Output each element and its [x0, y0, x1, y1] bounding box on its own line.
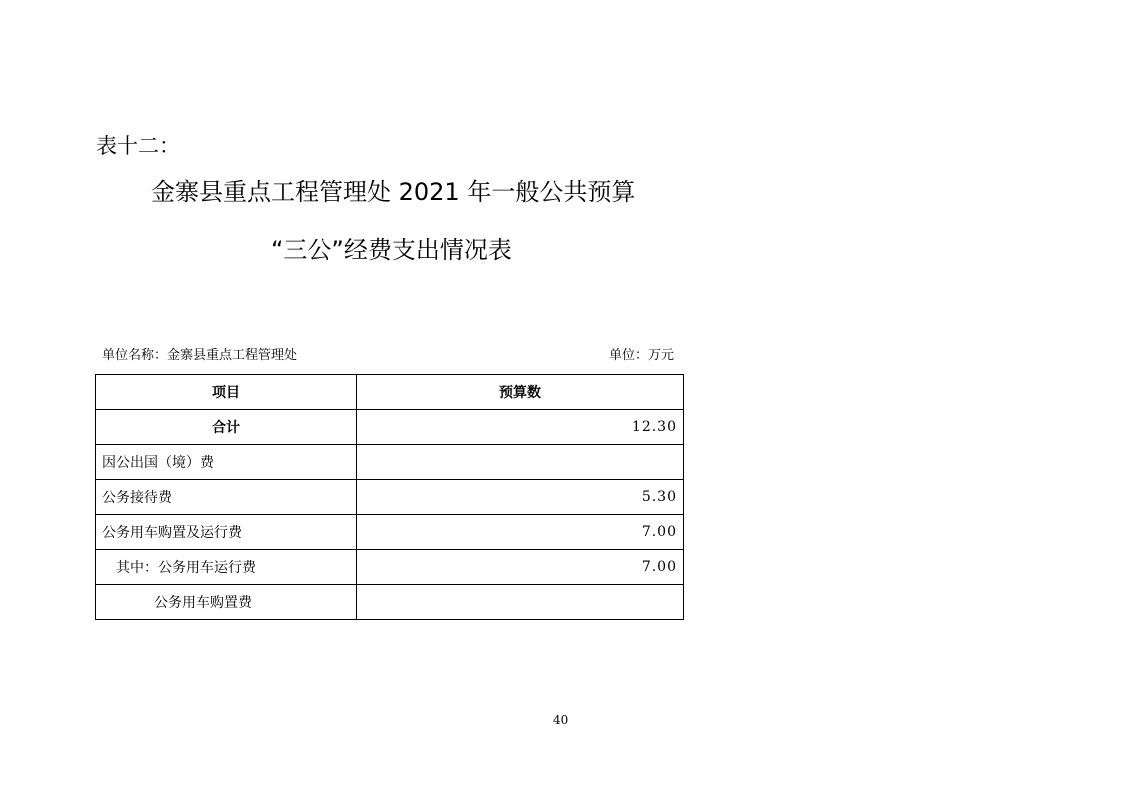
row-item: 因公出国（境）费 [96, 445, 357, 480]
header-item: 项目 [96, 375, 357, 410]
row-value [357, 585, 684, 620]
unit-measure: 单位：万元 [609, 348, 675, 363]
table-row [96, 480, 684, 515]
row-item-total: 合计 [96, 410, 357, 445]
table-row [96, 445, 684, 480]
document-title-line1: 金寨县重点工程管理处 2021 年一般公共预算 [151, 178, 636, 206]
table-row [96, 410, 684, 445]
table-label: 表十二： [96, 134, 180, 158]
row-value-total: 12.30 [357, 410, 684, 445]
document-title-line2: “三公”经费支出情况表 [271, 236, 512, 264]
table-row [96, 585, 684, 620]
header-budget: 预算数 [357, 375, 684, 410]
unit-name: 单位名称：金寨县重点工程管理处 [102, 348, 298, 363]
row-item: 公务接待费 [96, 480, 357, 515]
budget-table [95, 374, 684, 620]
row-value: 7.00 [357, 515, 684, 550]
row-item: 公务用车购置费 [96, 585, 357, 620]
page-number: 40 [553, 713, 569, 727]
table-row [96, 515, 684, 550]
row-item: 公务用车购置及运行费 [96, 515, 357, 550]
row-item: 其中：公务用车运行费 [96, 550, 357, 585]
table-header-row [96, 375, 684, 410]
row-value: 7.00 [357, 550, 684, 585]
row-value [357, 445, 684, 480]
table-row [96, 550, 684, 585]
row-value: 5.30 [357, 480, 684, 515]
